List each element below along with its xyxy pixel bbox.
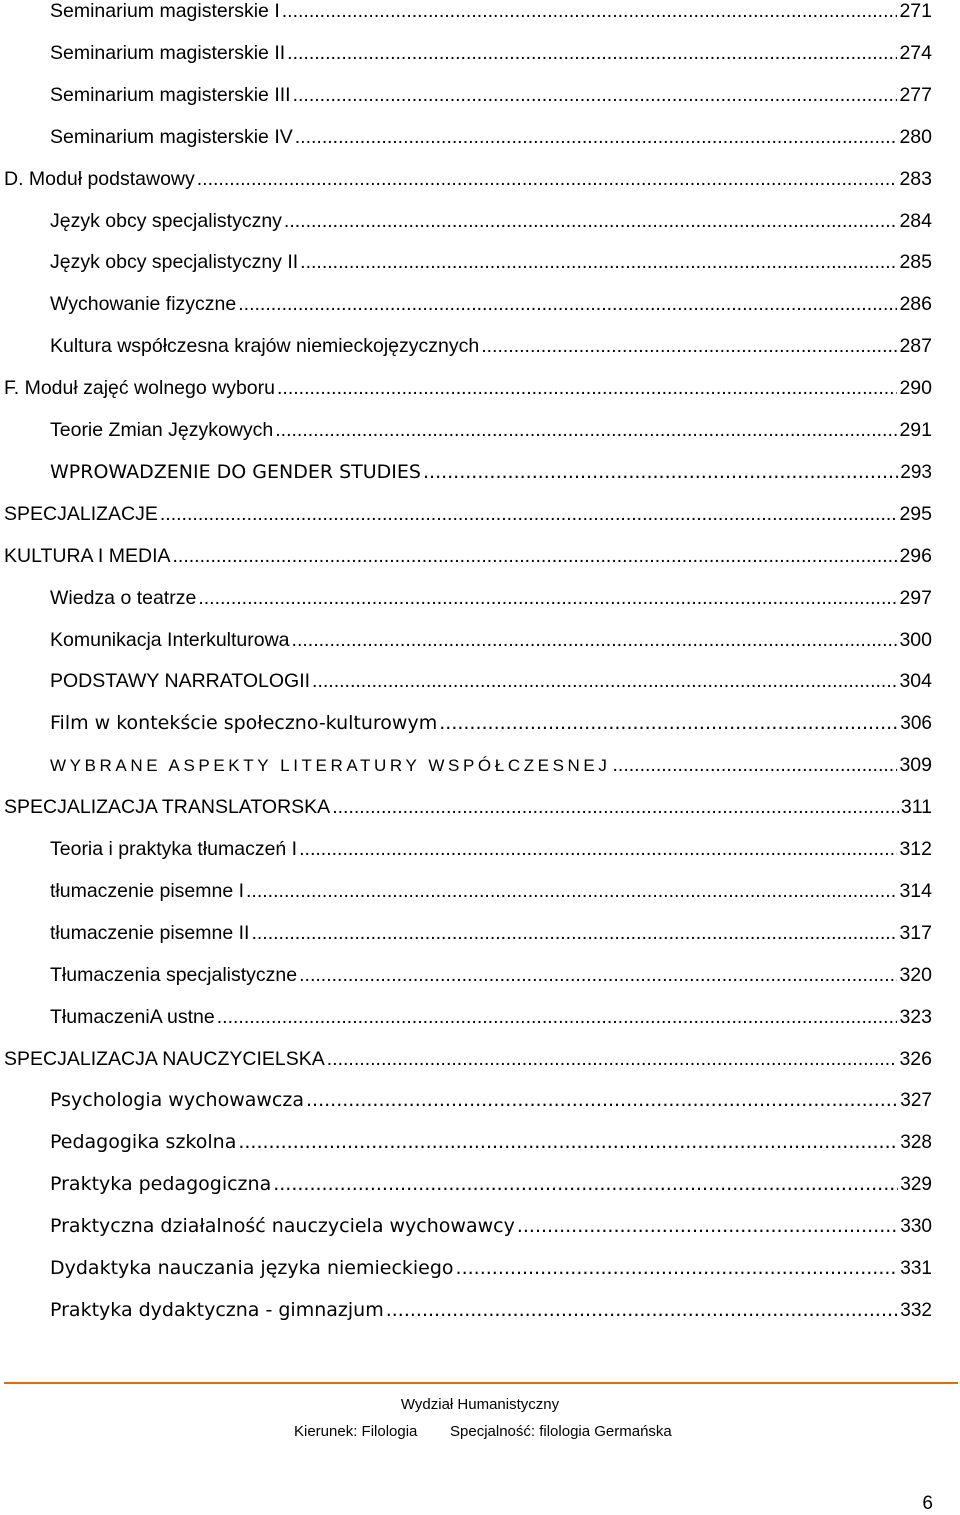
toc-leader-dots — [612, 752, 897, 778]
toc-row — [0, 794, 960, 824]
toc-leader-dots — [160, 501, 898, 527]
toc-entry-title: tłumaczenie pisemne II — [50, 921, 250, 944]
toc-row — [0, 166, 960, 196]
toc-entry-title: F. Moduł zajęć wolnego wyboru — [4, 377, 275, 400]
toc-entry-title: SPECJALIZACJA NAUCZYCIELSKA — [4, 1047, 325, 1070]
toc-row — [0, 627, 960, 657]
toc-entry-title: Język obcy specjalistyczny — [50, 209, 282, 232]
toc-entry[interactable] — [50, 208, 932, 234]
toc-entry[interactable] — [50, 124, 932, 150]
toc-row — [0, 543, 960, 573]
toc-row — [0, 208, 960, 238]
toc-leader-dots — [277, 375, 897, 401]
toc-entry[interactable] — [50, 878, 932, 904]
toc-row — [0, 1046, 960, 1076]
toc-entry-title: SPECJALIZACJA TRANSLATORSKA — [4, 796, 331, 819]
toc-entry-page: 285 — [899, 251, 932, 274]
toc-entry-title: Seminarium magisterskie I — [50, 0, 280, 22]
toc-leader-dots — [332, 794, 899, 820]
toc-entry-title: Kultura współczesna krajów niemieckojęzycznych — [50, 335, 480, 358]
toc-leader-dots — [173, 543, 898, 569]
toc-entry[interactable] — [50, 1171, 932, 1198]
toc-entry[interactable] — [4, 375, 932, 401]
toc-entry-title: D. Moduł podstawowy — [4, 167, 195, 190]
toc-entry-page: 331 — [900, 1258, 932, 1279]
toc-row — [0, 249, 960, 279]
toc-entry-page: 271 — [899, 0, 932, 22]
toc-entry-page: 304 — [899, 670, 932, 693]
toc-entry[interactable] — [50, 668, 932, 694]
toc-entry-page: 323 — [899, 1005, 932, 1028]
toc-entry[interactable] — [50, 333, 932, 359]
toc-entry-title: Dydaktyka nauczania języka niemieckiego — [50, 1257, 454, 1279]
toc-entry-page: 290 — [899, 377, 932, 400]
toc-entry[interactable] — [50, 0, 932, 24]
toc-row — [0, 124, 960, 154]
toc-entry[interactable] — [50, 1297, 932, 1324]
toc-entry-page: 280 — [899, 125, 932, 148]
toc-entry-title: Język obcy specjalistyczny II — [50, 251, 299, 274]
toc-leader-dots — [439, 710, 898, 736]
toc-entry[interactable] — [50, 40, 932, 66]
toc-row — [0, 1087, 960, 1117]
toc-row — [0, 1255, 960, 1285]
toc-leader-dots — [198, 585, 897, 611]
toc-leader-dots — [481, 333, 897, 359]
toc-leader-dots — [300, 249, 897, 275]
toc-entry-page: 309 — [899, 754, 932, 777]
toc-row — [0, 1213, 960, 1243]
toc-entry-title: Tłumaczenia specjalistyczne — [50, 963, 298, 986]
toc-entry-page: 274 — [899, 41, 932, 64]
toc-entry-page: 327 — [900, 1090, 932, 1112]
toc-row — [0, 0, 960, 28]
toc-entry-page: 283 — [899, 167, 932, 190]
footer-specialty: Specjalność: filologia Germańska — [450, 1423, 672, 1440]
toc-entry[interactable] — [50, 752, 932, 779]
toc-entry-title: WYBRANE ASPEKTY LITERATURY WSPÓŁCZESNEJ — [50, 756, 611, 776]
toc-entry-page: 295 — [899, 502, 932, 525]
toc-entry-title: Wiedza o teatrze — [50, 586, 197, 609]
toc-entry[interactable] — [50, 585, 932, 611]
toc-entry-page: 296 — [899, 544, 932, 567]
footer-faculty: Wydział Humanistyczny — [400, 1396, 560, 1413]
toc-leader-dots — [284, 208, 898, 234]
toc-row — [0, 333, 960, 363]
toc-entry[interactable] — [50, 249, 932, 275]
toc-entry[interactable] — [50, 417, 932, 443]
toc-entry[interactable] — [50, 962, 932, 988]
toc-leader-dots — [246, 878, 897, 904]
toc-entry-title: TłumaczeniA ustne — [50, 1005, 215, 1028]
toc-entry-page: 300 — [899, 628, 932, 651]
toc-row — [0, 1171, 960, 1201]
toc-entry[interactable] — [4, 501, 932, 527]
toc-entry-title: Film w kontekście społeczno-kulturowym — [50, 712, 438, 735]
toc-row — [0, 962, 960, 992]
toc-entry[interactable] — [50, 459, 932, 486]
toc-row — [0, 920, 960, 950]
toc-entry-title: Seminarium magisterskie III — [50, 83, 291, 106]
toc-entry-page: 291 — [899, 419, 932, 441]
toc-leader-dots — [275, 417, 897, 443]
toc-entry-page: 311 — [900, 796, 932, 819]
toc-entry-title: Praktyka dydaktyczna - gimnazjum — [50, 1298, 384, 1321]
toc-row — [0, 82, 960, 112]
toc-entry-title: PODSTAWY NARRATOLOGII — [50, 670, 311, 693]
toc-leader-dots — [456, 1255, 899, 1281]
toc-entry-page: 293 — [900, 461, 932, 483]
toc-entry[interactable] — [50, 1087, 932, 1114]
toc-leader-dots — [299, 962, 897, 988]
toc-row — [0, 710, 960, 740]
toc-row — [0, 752, 960, 782]
toc-entry-title: SPECJALIZACJE — [4, 502, 158, 525]
toc-row — [0, 1004, 960, 1034]
toc-entry-page: 326 — [899, 1047, 932, 1070]
toc-entry-title: Seminarium magisterskie II — [50, 41, 286, 64]
toc-entry[interactable] — [50, 710, 932, 737]
toc-entry[interactable] — [50, 291, 932, 317]
toc-entry-title: Teorie Zmian Językowych — [50, 419, 274, 441]
toc-leader-dots — [312, 668, 897, 694]
toc-entry-page: 320 — [899, 963, 932, 986]
toc-row — [0, 375, 960, 405]
toc-entry-title: Praktyka pedagogiczna — [50, 1173, 272, 1196]
toc-entry-page: 332 — [900, 1299, 932, 1321]
toc-entry-title: Wychowanie fizyczne — [50, 293, 237, 316]
toc-leader-dots — [287, 40, 897, 66]
toc-entry[interactable] — [50, 627, 932, 653]
toc-entry[interactable] — [4, 1046, 932, 1072]
toc-entry-page: 328 — [900, 1132, 932, 1154]
toc-entry-page: 284 — [899, 209, 932, 232]
toc-entry[interactable] — [50, 1255, 932, 1282]
toc-row — [0, 501, 960, 531]
toc-entry-title: WPROWADZENIE DO GENDER STUDIES — [50, 460, 421, 483]
toc-entry[interactable] — [50, 920, 932, 946]
toc-entry-title: Pedagogika szkolna — [50, 1131, 237, 1154]
toc-row — [0, 459, 960, 489]
toc-entry-page: 314 — [899, 879, 932, 902]
toc-entry[interactable] — [50, 1129, 932, 1156]
toc-entry-page: 317 — [899, 921, 932, 944]
toc-leader-dots — [282, 0, 898, 24]
toc-entry-title: Seminarium magisterskie IV — [50, 125, 293, 148]
toc-leader-dots — [293, 82, 898, 108]
toc-entry-title: Komunikacja Interkulturowa — [50, 628, 290, 651]
toc-entry-page: 287 — [899, 335, 932, 358]
toc-leader-dots — [238, 1129, 898, 1155]
toc-entry-page: 329 — [900, 1174, 932, 1196]
toc-entry-title: tłumaczenie pisemne I — [50, 879, 245, 902]
toc-entry-title: Teoria i praktyka tłumaczeń I — [50, 838, 298, 860]
toc-leader-dots — [517, 1213, 898, 1239]
toc-entry[interactable] — [50, 1004, 932, 1030]
toc-leader-dots — [299, 836, 897, 862]
footer-field: Kierunek: Filologia — [294, 1423, 418, 1440]
footer-divider — [4, 1382, 958, 1384]
toc-entry-page: 330 — [900, 1216, 932, 1238]
toc-leader-dots — [238, 291, 897, 317]
toc-leader-dots — [306, 1087, 898, 1113]
toc-leader-dots — [217, 1004, 898, 1030]
toc-row — [0, 40, 960, 70]
toc-row — [0, 1129, 960, 1159]
toc-leader-dots — [197, 166, 898, 192]
page-number: 6 — [922, 1493, 933, 1514]
toc-entry-page: 286 — [899, 293, 932, 316]
toc-row — [0, 1297, 960, 1327]
toc-entry-page: 277 — [899, 83, 932, 106]
toc-leader-dots — [327, 1046, 898, 1072]
toc-leader-dots — [292, 627, 898, 653]
toc-entry-title: Psychologia wychowawcza — [50, 1089, 304, 1112]
toc-leader-dots — [273, 1171, 898, 1197]
toc-row — [0, 836, 960, 866]
toc-entry-title: KULTURA I MEDIA — [4, 544, 171, 567]
toc-row — [0, 585, 960, 615]
toc-entry[interactable] — [4, 166, 932, 192]
toc-entry[interactable] — [50, 82, 932, 108]
toc-leader-dots — [386, 1297, 899, 1323]
toc-entry-page: 312 — [899, 838, 932, 860]
toc-entry-title: Praktyczna działalność nauczyciela wychowawcy — [50, 1215, 515, 1238]
toc-row — [0, 668, 960, 698]
toc-entry[interactable] — [50, 836, 932, 862]
toc-leader-dots — [423, 459, 898, 485]
toc-leader-dots — [295, 124, 898, 150]
toc-row — [0, 417, 960, 447]
toc-entry-page: 306 — [900, 713, 932, 735]
toc-entry[interactable] — [50, 1213, 932, 1240]
toc-entry-page: 297 — [899, 586, 932, 609]
toc-row — [0, 878, 960, 908]
toc-row — [0, 291, 960, 321]
toc-leader-dots — [251, 920, 897, 946]
toc-entry[interactable] — [4, 794, 932, 820]
toc-entry[interactable] — [4, 543, 932, 569]
